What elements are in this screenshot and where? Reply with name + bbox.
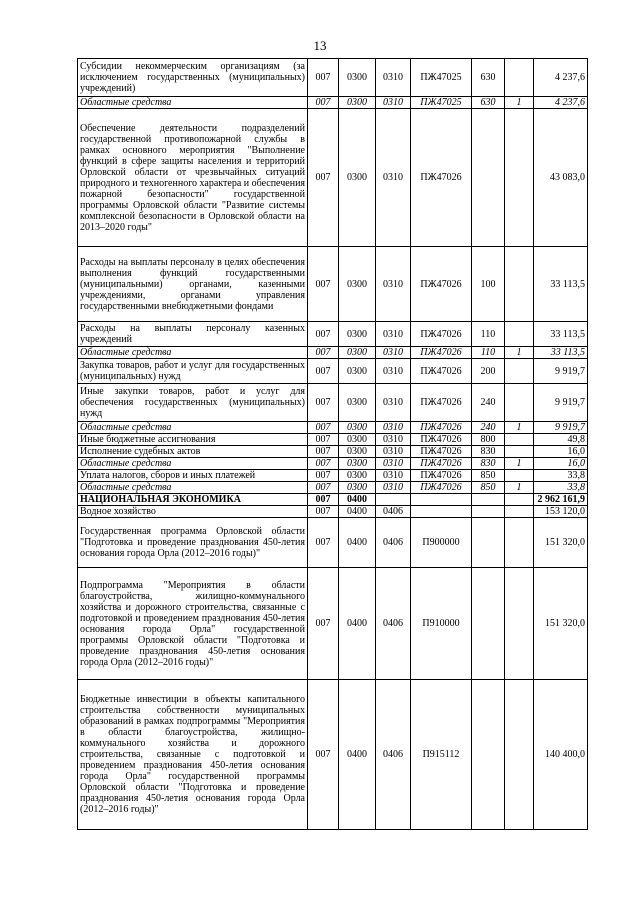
ministry-code: 007: [308, 458, 339, 470]
ministry-code: 007: [308, 322, 339, 347]
expense-type-code: 240: [472, 384, 505, 422]
section-code: 0300: [339, 109, 376, 247]
amount-value: 16,0: [534, 446, 588, 458]
table-row: [78, 384, 588, 422]
target-article-code: [411, 494, 472, 506]
table-row: [78, 494, 588, 506]
row-description: Бюджетные инвестиции в объекты капитального строительства собственности муниципальных образований в рамках подпрограммы "Мероприятия в области благоустройства, жилищно-коммунального хозяйства и дорожного строительства, связанные с подготовкой и проведением празднования 450-летия основания города Орла" государственной программы Орловской области "Подготовка и проведение празднования 450-летия основания города Орла (2012–2016 годы)": [78, 680, 308, 830]
expense-type-code: [472, 109, 505, 247]
ministry-code: 007: [308, 422, 339, 434]
expense-type-code: 630: [472, 97, 505, 109]
expense-type-code: [472, 680, 505, 830]
funding-source-code: [505, 518, 534, 568]
section-code: 0400: [339, 494, 376, 506]
section-code: 0300: [339, 422, 376, 434]
funding-source-code: [505, 446, 534, 458]
expense-type-code: 630: [472, 59, 505, 97]
section-code: 0400: [339, 518, 376, 568]
ministry-code: 007: [308, 470, 339, 482]
table-row: [78, 680, 588, 830]
table-row: [78, 446, 588, 458]
section-code: 0300: [339, 359, 376, 384]
target-article-code: ПЖ47026: [411, 482, 472, 494]
expense-type-code: 110: [472, 322, 505, 347]
funding-source-code: [505, 434, 534, 446]
subsection-code: 0310: [376, 359, 411, 384]
funding-source-code: [505, 470, 534, 482]
subsection-code: 0310: [376, 109, 411, 247]
table-row: [78, 359, 588, 384]
funding-source-code: [505, 59, 534, 97]
section-code: 0300: [339, 59, 376, 97]
target-article-code: ПЖ47025: [411, 97, 472, 109]
subsection-code: 0406: [376, 568, 411, 680]
table-row: [78, 434, 588, 446]
subsection-code: 0310: [376, 482, 411, 494]
ministry-code: 007: [308, 506, 339, 518]
table-row: [78, 518, 588, 568]
table-body: [78, 59, 588, 830]
subsection-code: 0310: [376, 458, 411, 470]
target-article-code: ПЖ47026: [411, 446, 472, 458]
amount-value: 16,0: [534, 458, 588, 470]
expense-type-code: 110: [472, 347, 505, 359]
ministry-code: 007: [308, 359, 339, 384]
amount-value: 2 962 161,9: [534, 494, 588, 506]
amount-value: 33,8: [534, 482, 588, 494]
section-code: 0300: [339, 97, 376, 109]
amount-value: 153 120,0: [534, 506, 588, 518]
table-row: [78, 470, 588, 482]
row-description: Обеспечение деятельности подразделений государственной противопожарной службы в рамках основного мероприятия "Выполнение функций в сфере защиты населения и территорий Орловской области от чрезвычайных ситуаций природного и техногенного характера и обеспечения пожарной безопасности" государственной программы Орловской области "Развитие системы комплексной безопасности в Орловской области на 2013–2020 годы": [78, 109, 308, 247]
funding-source-code: [505, 384, 534, 422]
target-article-code: ПЖ47026: [411, 458, 472, 470]
target-article-code: [411, 506, 472, 518]
section-code: 0400: [339, 680, 376, 830]
table-row: [78, 347, 588, 359]
ministry-code: 007: [308, 494, 339, 506]
ministry-code: 007: [308, 247, 339, 322]
target-article-code: ПЖ47026: [411, 359, 472, 384]
table-row: [78, 109, 588, 247]
amount-value: 140 400,0: [534, 680, 588, 830]
funding-source-code: [505, 506, 534, 518]
row-description: Подпрограмма "Мероприятия в области благоустройства, жилищно-коммунального хозяйства и дорожного строительства, связанные с подготовкой и проведением празднования 450-летия основания города Орла" государственной программы Орловской области "Подготовка и проведение празднования 450-летия основания города Орла (2012–2016 годы)": [78, 568, 308, 680]
table-row: [78, 59, 588, 97]
funding-source-code: 1: [505, 458, 534, 470]
section-code: 0300: [339, 247, 376, 322]
table-row: [78, 322, 588, 347]
row-description: Расходы на выплаты персоналу в целях обеспечения выполнения функций государственными (муниципальными) органами, казенными учреждениями, органами управления государственными внебюджетными фондами: [78, 247, 308, 322]
subsection-code: 0406: [376, 506, 411, 518]
ministry-code: 007: [308, 384, 339, 422]
target-article-code: ПЖ47026: [411, 384, 472, 422]
subsection-code: 0310: [376, 422, 411, 434]
amount-value: 33,8: [534, 470, 588, 482]
section-code: 0300: [339, 384, 376, 422]
row-description: Уплата налогов, сборов и иных платежей: [78, 470, 308, 482]
amount-value: 43 083,0: [534, 109, 588, 247]
subsection-code: 0310: [376, 384, 411, 422]
target-article-code: П915112: [411, 680, 472, 830]
expense-type-code: 800: [472, 434, 505, 446]
row-description: Субсидии некоммерческим организациям (за исключением государственных (муниципальных) учреждений): [78, 59, 308, 97]
row-description: Иные бюджетные ассигнования: [78, 434, 308, 446]
section-code: 0300: [339, 347, 376, 359]
target-article-code: ПЖ47026: [411, 470, 472, 482]
funding-source-code: 1: [505, 482, 534, 494]
section-code: 0300: [339, 482, 376, 494]
table-row: [78, 97, 588, 109]
amount-value: 33 113,5: [534, 322, 588, 347]
amount-value: 151 320,0: [534, 568, 588, 680]
row-description: Государственная программа Орловской области "Подготовка и проведение празднования 450-летия основания города Орла (2012–2016 годы)": [78, 518, 308, 568]
ministry-code: 007: [308, 109, 339, 247]
subsection-code: 0310: [376, 470, 411, 482]
ministry-code: 007: [308, 482, 339, 494]
target-article-code: ПЖ47025: [411, 59, 472, 97]
page-number: 13: [313, 38, 327, 53]
section-code: 0300: [339, 446, 376, 458]
subsection-code: 0310: [376, 97, 411, 109]
amount-value: 151 320,0: [534, 518, 588, 568]
ministry-code: 007: [308, 518, 339, 568]
amount-value: 33 113,5: [534, 347, 588, 359]
funding-source-code: [505, 568, 534, 680]
target-article-code: ПЖ47026: [411, 422, 472, 434]
budget-table: [77, 58, 588, 830]
subsection-code: 0310: [376, 247, 411, 322]
expense-type-code: 240: [472, 422, 505, 434]
row-description: Закупка товаров, работ и услуг для государственных (муниципальных) нужд: [78, 359, 308, 384]
expense-type-code: [472, 494, 505, 506]
amount-value: 9 919,7: [534, 384, 588, 422]
funding-source-code: [505, 322, 534, 347]
table-row: [78, 458, 588, 470]
expense-type-code: [472, 568, 505, 680]
target-article-code: ПЖ47026: [411, 247, 472, 322]
table-row: [78, 506, 588, 518]
funding-source-code: [505, 247, 534, 322]
expense-type-code: 200: [472, 359, 505, 384]
row-description: Областные средства: [78, 97, 308, 109]
funding-source-code: [505, 494, 534, 506]
row-description: Расходы на выплаты персоналу казенных учреждений: [78, 322, 308, 347]
amount-value: 33 113,5: [534, 247, 588, 322]
funding-source-code: 1: [505, 347, 534, 359]
subsection-code: 0310: [376, 434, 411, 446]
section-code: 0300: [339, 458, 376, 470]
target-article-code: П900000: [411, 518, 472, 568]
subsection-code: 0310: [376, 59, 411, 97]
funding-source-code: 1: [505, 97, 534, 109]
subsection-code: 0310: [376, 322, 411, 347]
row-description: Областные средства: [78, 422, 308, 434]
expense-type-code: 850: [472, 470, 505, 482]
table-row: [78, 422, 588, 434]
table-row: [78, 568, 588, 680]
subsection-code: 0310: [376, 347, 411, 359]
funding-source-code: [505, 680, 534, 830]
subsection-code: 0406: [376, 680, 411, 830]
expense-type-code: [472, 506, 505, 518]
expense-type-code: 100: [472, 247, 505, 322]
ministry-code: 007: [308, 59, 339, 97]
amount-value: 49,8: [534, 434, 588, 446]
funding-source-code: [505, 109, 534, 247]
subsection-code: 0406: [376, 518, 411, 568]
section-code: 0400: [339, 506, 376, 518]
ministry-code: 007: [308, 446, 339, 458]
table-row: [78, 482, 588, 494]
target-article-code: ПЖ47026: [411, 109, 472, 247]
funding-source-code: [505, 359, 534, 384]
expense-type-code: 850: [472, 482, 505, 494]
table-row: [78, 247, 588, 322]
ministry-code: 007: [308, 347, 339, 359]
expense-type-code: [472, 518, 505, 568]
expense-type-code: 830: [472, 458, 505, 470]
row-description: Иные закупки товаров, работ и услуг для обеспечения государственных (муниципальных) нужд: [78, 384, 308, 422]
row-description: Исполнение судебных актов: [78, 446, 308, 458]
row-description: Водное хозяйство: [78, 506, 308, 518]
amount-value: 4 237,6: [534, 59, 588, 97]
section-code: 0400: [339, 568, 376, 680]
amount-value: 9 919,7: [534, 422, 588, 434]
amount-value: 9 919,7: [534, 359, 588, 384]
section-code: 0300: [339, 470, 376, 482]
ministry-code: 007: [308, 680, 339, 830]
funding-source-code: 1: [505, 422, 534, 434]
section-code: 0300: [339, 322, 376, 347]
target-article-code: ПЖ47026: [411, 347, 472, 359]
row-description: Областные средства: [78, 458, 308, 470]
subsection-code: 0310: [376, 446, 411, 458]
ministry-code: 007: [308, 434, 339, 446]
row-description: НАЦИОНАЛЬНАЯ ЭКОНОМИКА: [78, 494, 308, 506]
subsection-code: [376, 494, 411, 506]
ministry-code: 007: [308, 97, 339, 109]
amount-value: 4 237,6: [534, 97, 588, 109]
row-description: Областные средства: [78, 482, 308, 494]
expense-type-code: 830: [472, 446, 505, 458]
row-description: Областные средства: [78, 347, 308, 359]
target-article-code: ПЖ47026: [411, 434, 472, 446]
section-code: 0300: [339, 434, 376, 446]
target-article-code: ПЖ47026: [411, 322, 472, 347]
target-article-code: П910000: [411, 568, 472, 680]
ministry-code: 007: [308, 568, 339, 680]
